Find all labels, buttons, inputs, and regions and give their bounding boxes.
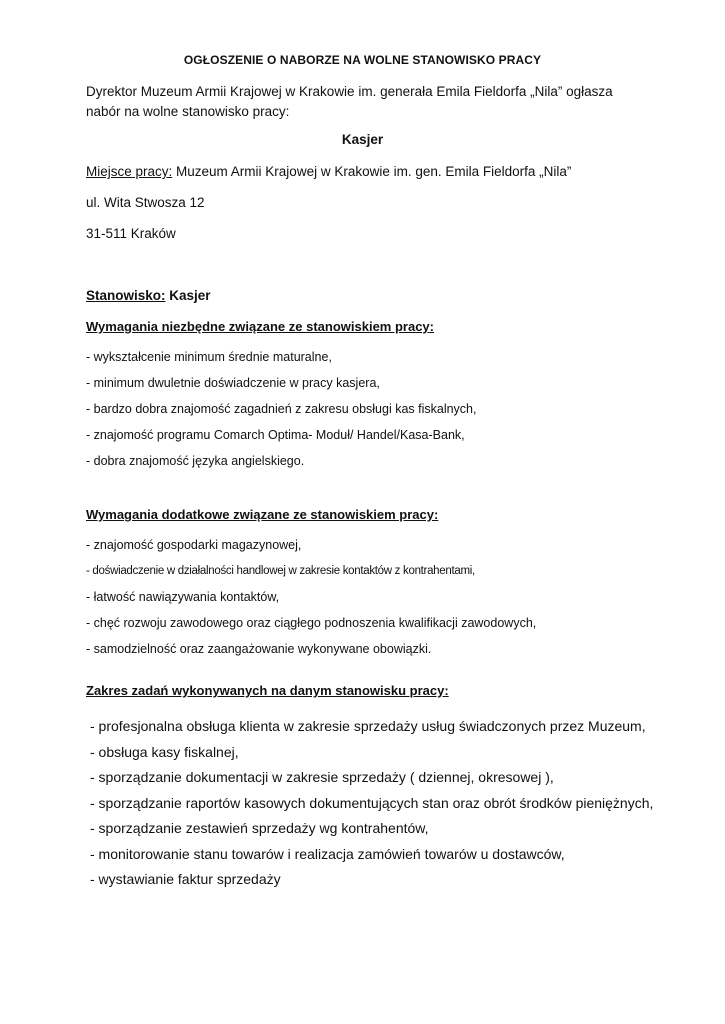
list-item: - znajomość programu Comarch Optima- Moduł/ Handel/Kasa-Bank, [86, 428, 465, 442]
required-list [86, 348, 477, 478]
list-item: - profesjonalna obsługa klienta w zakresie sprzedaży usług świadczonych przez Muzeum, [90, 718, 646, 734]
list-item: - dobra znajomość języka angielskiego. [86, 454, 305, 468]
additional-list [86, 536, 536, 666]
list-item: - obsługa kasy fiskalnej, [90, 743, 239, 760]
address-city: 31-511 Kraków [86, 226, 176, 241]
additional-heading: Wymagania dodatkowe związane ze stanowiskiem pracy: [86, 507, 439, 522]
list-item: - doświadczenie w działalności handlowej w zakresie kontaktów z kontrahentami, [86, 565, 475, 577]
list-item: - sporządzanie raportów kasowych dokumentujących stan oraz obrót środków pieniężnych, [90, 794, 654, 811]
list-item: - samodzielność oraz zaangażowanie wykonywane obowiązki. [86, 642, 432, 656]
list-item: - wykształcenie minimum średnie maturalne, [86, 350, 332, 364]
workplace-value: Muzeum Armii Krajowej w Krakowie im. gen. Emila Fieldorfa „Nila” [172, 164, 572, 179]
list-item: - sporządzanie dokumentacji w zakresie sprzedaży ( dziennej, okresowej ), [90, 769, 554, 785]
position-title: Kasjer [341, 132, 384, 147]
position-label: Stanowisko: [86, 288, 166, 303]
intro-paragraph: Dyrektor Muzeum Armii Krajowej w Krakowie im. generała Emila Fieldorfa „Nila” ogłasza nabór na wolne stanowisko pracy: [86, 84, 613, 119]
list-item: - monitorowanie stanu towarów i realizacja zamówień towarów u dostawców, [90, 845, 565, 862]
duties-heading: Zakres zadań wykonywanych na danym stanowisku pracy: [86, 683, 449, 698]
workplace-label: Miejsce pracy: [86, 164, 173, 179]
list-item: - chęć rozwoju zawodowego oraz ciągłego podnoszenia kwalifikacji zawodowych, [86, 616, 537, 630]
list-item: - znajomość gospodarki magazynowej, [86, 538, 302, 552]
duties-list [90, 716, 653, 895]
list-item: - łatwość nawiązywania kontaktów, [86, 590, 280, 604]
list-item: - bardzo dobra znajomość zagadnień z zakresu obsługi kas fiskalnych, [86, 402, 477, 416]
workplace-line [86, 164, 571, 179]
list-item: - wystawianie faktur sprzedaży [90, 871, 281, 887]
position-value: Kasjer [165, 288, 211, 303]
required-heading: Wymagania niezbędne związane ze stanowiskiem pracy: [86, 319, 434, 334]
list-item: - sporządzanie zestawień sprzedaży wg kontrahentów, [90, 820, 429, 836]
address-street: ul. Wita Stwosza 12 [86, 195, 205, 210]
list-item: - minimum dwuletnie doświadczenie w pracy kasjera, [86, 376, 380, 390]
position-line [86, 288, 211, 303]
document-title: OGŁOSZENIE O NABORZE NA WOLNE STANOWISKO PRACY [183, 53, 542, 67]
